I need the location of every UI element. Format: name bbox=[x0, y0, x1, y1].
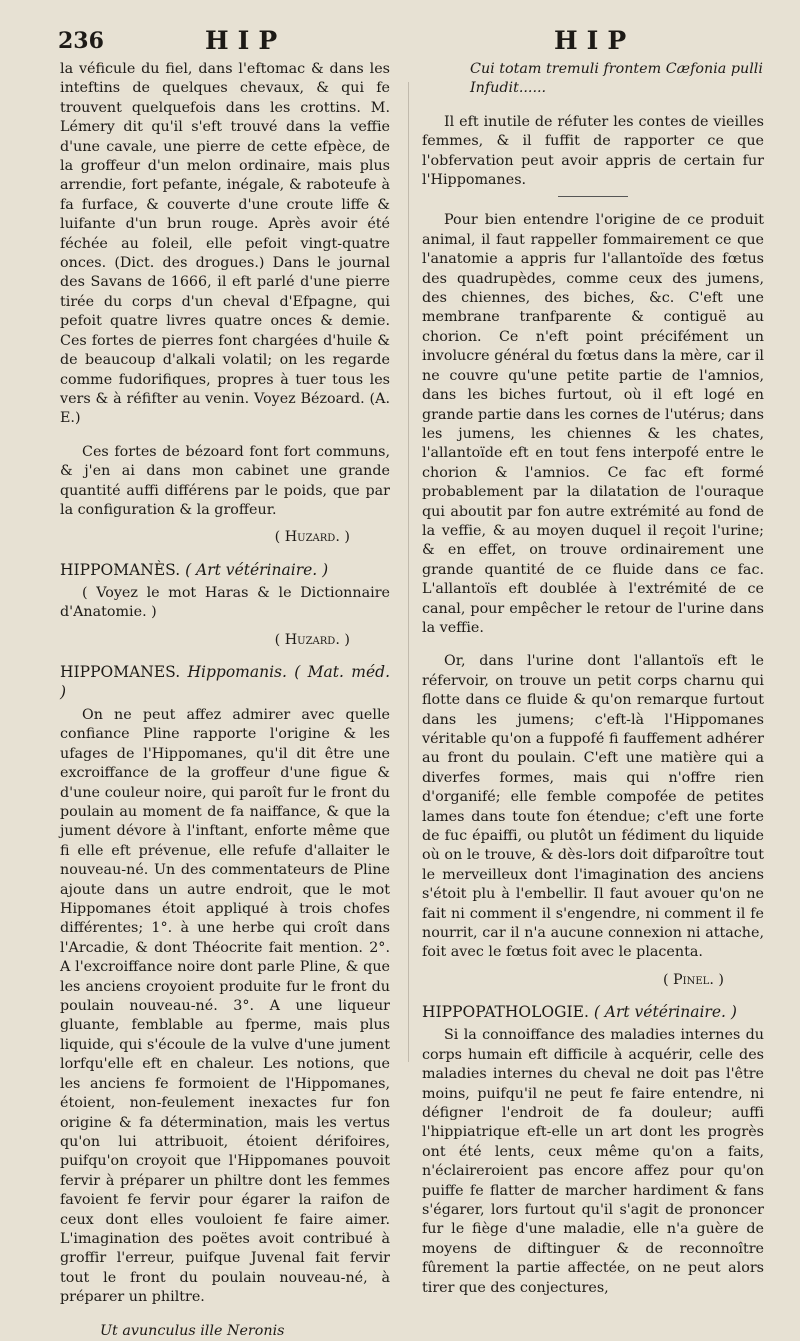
paragraph: Il eft inutile de réfuter les contes de vieilles femmes, & il fuffit de rapporter ce que l'obfervation peut avoir appris de certain fur l'Hippomanes. bbox=[422, 113, 764, 189]
entry-title: HIPPOMANÈS. bbox=[60, 560, 181, 579]
running-title-left: HIP bbox=[205, 26, 287, 55]
running-header bbox=[0, 24, 800, 58]
entry-subtitle: ( Art vétérinaire. ) bbox=[593, 1003, 737, 1022]
right-column bbox=[422, 60, 764, 1298]
paragraph: la véficule du fiel, dans l'eftomac & dans les inteftins de quelques chevaux, & qui fe trouvent quelquefois dans les crottins. M. Lémery dit qu'il s'eft trouvé dans la veffie d'une cavale, une pierre de cette efpèce, de la groffeur d'un melon ordinaire, mais plus arrendie, fort pefante, inégale, & raboteufe à fa furface, & couverte d'une croute liffe & luifante d'un brun rouge. Après avoir été féchée au foleil, elle pefoit vingt-quatre onces. (Dict. des drogues.) Dans le journal des Savans de 1666, il eft parlé d'une pierre tirée du corps d'un cheval d'Efpagne, qui pefoit quatre livres quatre onces & demie. Ces fortes de pierres font chargées d'huile & de beaucoup d'alkali volatil; on les regarde comme fudorifiques, propres à tuer tous les vers & à réfifter au venin. Voyez Bézoard. (A. E.) bbox=[60, 61, 390, 427]
section-rule bbox=[558, 196, 628, 197]
paragraph: Ces fortes de bézoard font fort communs, & j'en ai dans mon cabinet une grande quantité auffi différens par le poids, que par la configuration & la groffeur. bbox=[60, 443, 390, 518]
entry-subtitle: ( Art vétérinaire. ) bbox=[185, 560, 329, 579]
paragraph: Pour bien entendre l'origine de ce produit animal, il faut rappeller fommairement ce que l'anatomie a appris fur l'allantoïde des fœtus des quadrupèdes, comme ceux des jumens, des chiennes, des biches, &c. C'eft une membrane tranfparente & contiguë au chorion. Ce n'eft point précifément un involucre général du fœtus dans la mère, car il ne couvre qu'une petite partie de l'amnios, dans les biches furtout, où il eft logé en grande partie dans les cornes de l'utérus; dans les jumens, les chiennes & les chates, l'allantoïde eft en tout fens interpofé entre le chorion & l'amnios. Ce fac eft formé probablement par la dilatation de l'ouraque qui aboutit par fon autre extrémité au fond de la veffie, & au moyen duquel il reçoit l'urine; & en effet, on trouve ordinairement une grande quantité de ce fluide dans ce fac. L'allantoïs eft doublée à l'extrémité de ce canal, pour empêcher le retour de l'urine dans la veffie. bbox=[422, 212, 764, 636]
entry-heading bbox=[422, 1002, 764, 1022]
entry-title: HIPPOPATHOLOGIE. bbox=[422, 1003, 589, 1022]
entry-title: HIPPOMANES. bbox=[60, 662, 181, 681]
page-number: 236 bbox=[58, 28, 104, 54]
paragraph: On ne peut affez admirer avec quelle confiance Pline rapporte l'origine & les ufages de l'Hippomanes, qu'il dit être une excroiffance de la groffeur d'une figue & d'une couleur noire, qui paroît fur le front du poulain au moment de fa naiffance, & que la jument dévore à l'inftant, enforte même que fi elle eft prévenue, elle refufe d'allaiter le nouveau-né. Un des commentateurs de Pline ajoute dans un autre endroit, que le mot Hippomanes étoit appliqué à trois chofes différentes; 1°. à une herbe qui croît dans l'Arcadie, & dont Théocrite fait mention. 2°. A l'excroiffance noire dont parle Pline, & que les anciens croyoient produite fur le front du poulain nouveau-né. 3°. A une liqueur gluante, femblable au fperme, mais plus liquide, qui s'écoule de la vulve d'une jument lorfqu'elle eft en chaleur. Les notions, que les anciens fe formoient de l'Hippomanes, étoient, non-feulement inexactes fur fon origine & fa détermination, mais les vertus qu'on lui attribuoit, étoient dérifoires, puifqu'on croyoit que l'Hippomanes pouvoit fervir à préparer un philtre dont les femmes favoient fe fervir pour égarer la raifon de ceux dont elles vouloient fe faire aimer. L'imagination des poëtes avoit contribué à groffir l'erreur, puifque Juvenal fait fervir tout le front du poulain nouveau-né, à préparer un philtre. bbox=[60, 706, 390, 1306]
entry-heading bbox=[60, 560, 390, 580]
verse-quote: Cui totam tremuli frontem Cæfonia pulli bbox=[470, 61, 763, 77]
verse-quote: Ut avunculus ille Neronis bbox=[100, 1322, 285, 1339]
cross-reference: ( Voyez le mot Haras & le Dictionnaire d'Anatomie. ) bbox=[60, 584, 390, 621]
running-title-right: HIP bbox=[554, 26, 636, 55]
column-divider bbox=[408, 82, 409, 1062]
paragraph: Or, dans l'urine dont l'allantoïs eft le réfervoir, on trouve un petit corps charnu qui flotte dans ce fluide & qu'on remarque furtout dans les jumens; c'eft-là l'Hippomanes véritable qu'on a fuppofé fi fauffement adhérer au front du poulain. C'eft une matière qui a diverfes formes, mais qui n'offre rien d'organifé; elle femble compofée de petites lames dans toute fon étendue; c'eft une forte de fuc épaiffi, ou plutôt un fédiment du liquide où on le trouve, & dès-lors doit difparoître tout le merveilleux dont l'imagination des anciens s'étoit plu à l'embellir. Il faut avouer qu'on ne fait ni comment il s'engendre, ni comment il fe nourrit, car il n'a aucune connexion ni attache, foit avec le fœtus foit avec le placenta. bbox=[422, 653, 764, 961]
author-signature: ( Huzard. ) bbox=[274, 529, 350, 546]
entry-subtitle: Hippomanis. ( Mat. méd. ) bbox=[60, 662, 390, 701]
entry-heading bbox=[60, 662, 390, 702]
verse-quote: Infudit...... bbox=[470, 80, 547, 97]
paragraph: Si la connoiffance des maladies internes du corps humain eft difficile à acquérir, celle des maladies internes du cheval ne doit pas l'être moins, puifqu'il ne peut fe faire entendre, ni défigner l'endroit de fa douleur; auffi l'hippiatrique eft-elle un art dont les progrès ont été lents, ceux même qu'on a faits, n'éclaireroient pas encore affez pour qu'on puiffe fe flatter de marcher hardiment & fans s'égarer, lors furtout qu'il s'agit de prononcer fur le fiège d'une maladie, elle n'a guère de moyens de diftinguer & de reconnoître fûrement la partie affectée, on ne peut alors tirer que des conjectures, bbox=[422, 1027, 764, 1296]
author-signature: ( Huzard. ) bbox=[274, 631, 350, 648]
author-signature: ( Pinel. ) bbox=[662, 971, 724, 988]
left-column bbox=[60, 60, 390, 1341]
